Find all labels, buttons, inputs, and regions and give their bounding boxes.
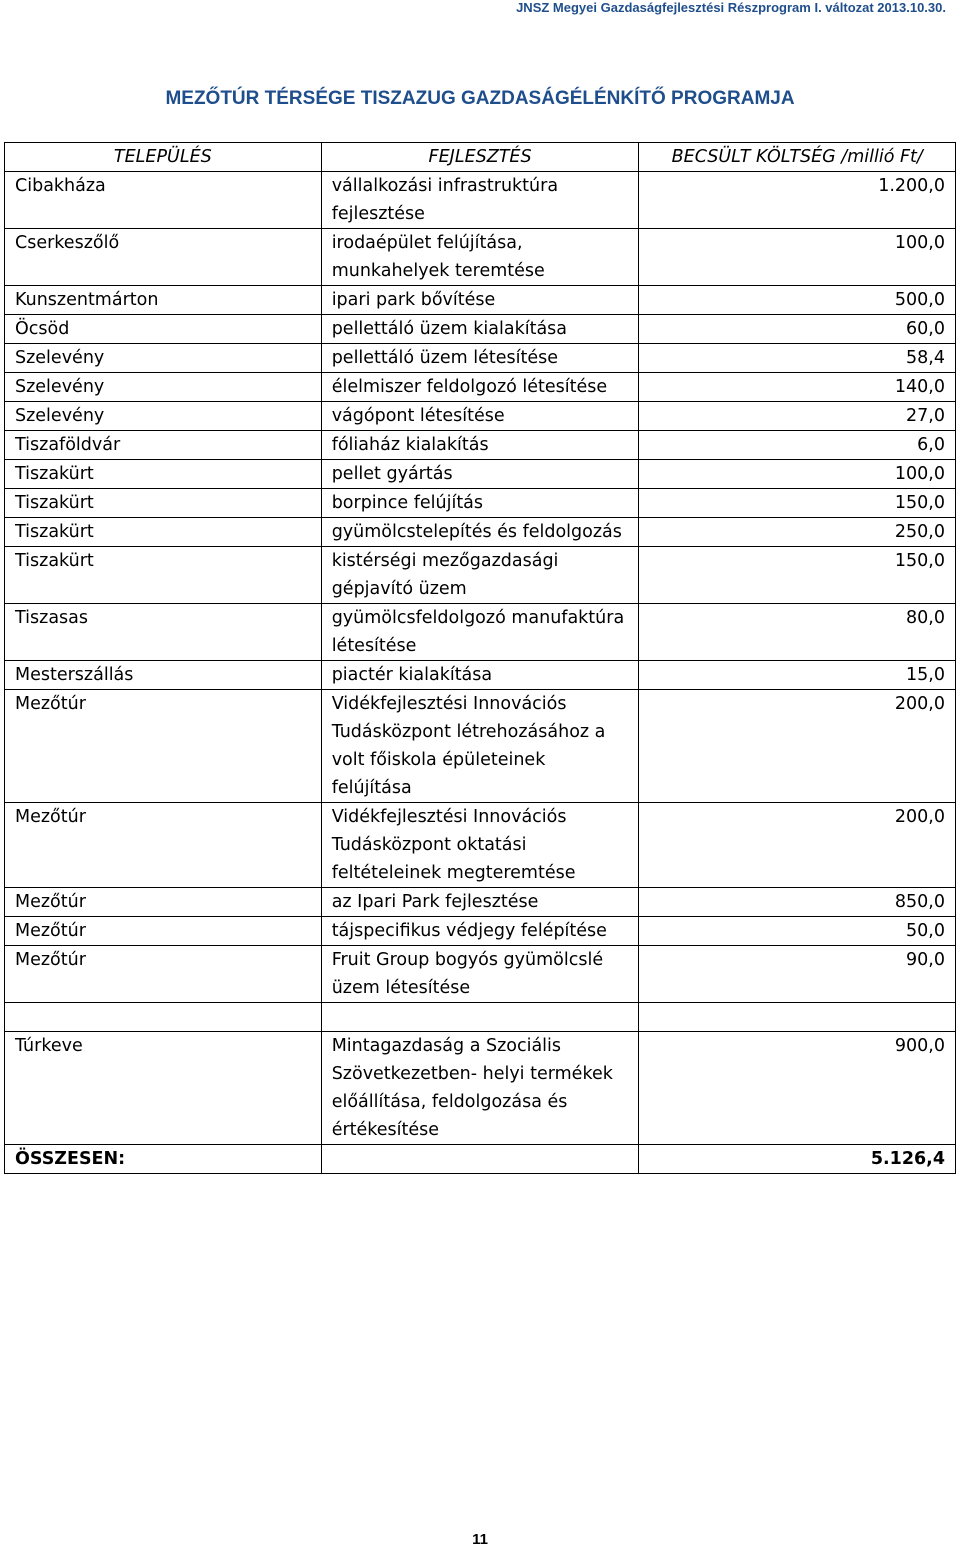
cost-cell: 140,0 bbox=[639, 373, 956, 402]
cost-cell: 100,0 bbox=[639, 460, 956, 489]
settlement-cell: Mezőtúr bbox=[5, 803, 322, 888]
page-title: MEZŐTÚR TÉRSÉGE TISZAZUG GAZDASÁGÉLÉNKÍTŐ PROGRAMJA bbox=[165, 88, 795, 109]
development-cell: irodaépület felújítása, munkahelyek teremtése bbox=[321, 229, 639, 286]
development-cell: ipari park bővítése bbox=[321, 286, 639, 315]
table-row bbox=[5, 518, 956, 547]
table-header-row bbox=[5, 143, 956, 172]
cost-cell: 58,4 bbox=[639, 344, 956, 373]
table-row bbox=[5, 172, 956, 229]
development-cell: Mintagazdaság a Szociális Szövetkezetben- helyi termékek előállítása, feldolgozása és értékesítése bbox=[321, 1032, 639, 1145]
cost-cell: 500,0 bbox=[639, 286, 956, 315]
development-cell: élelmiszer feldolgozó létesítése bbox=[321, 373, 639, 402]
settlement-cell: Mezőtúr bbox=[5, 946, 322, 1003]
table-row bbox=[5, 604, 956, 661]
table-row bbox=[5, 460, 956, 489]
table-row bbox=[5, 229, 956, 286]
table-row bbox=[5, 489, 956, 518]
development-cell: gyümölcstelepítés és feldolgozás bbox=[321, 518, 639, 547]
development-cell: tájspecifikus védjegy felépítése bbox=[321, 917, 639, 946]
development-cost-table bbox=[4, 142, 956, 1174]
cost-cell: 60,0 bbox=[639, 315, 956, 344]
development-cell: fóliaház kialakítás bbox=[321, 431, 639, 460]
total-cost: 5.126,4 bbox=[639, 1145, 956, 1174]
cost-cell: 150,0 bbox=[639, 489, 956, 518]
development-cell: Fruit Group bogyós gyümölcslé üzem létesítése bbox=[321, 946, 639, 1003]
development-cell: gyümölcsfeldolgozó manufaktúra létesítése bbox=[321, 604, 639, 661]
settlement-cell: Mezőtúr bbox=[5, 690, 322, 803]
table-row bbox=[5, 373, 956, 402]
settlement-cell: Cibakháza bbox=[5, 172, 322, 229]
table-row bbox=[5, 888, 956, 917]
cost-cell: 27,0 bbox=[639, 402, 956, 431]
settlement-cell: Túrkeve bbox=[5, 1032, 322, 1145]
cost-cell: 50,0 bbox=[639, 917, 956, 946]
cost-cell: 200,0 bbox=[639, 803, 956, 888]
cost-cell: 6,0 bbox=[639, 431, 956, 460]
cost-cell: 150,0 bbox=[639, 547, 956, 604]
settlement-cell: Tiszakürt bbox=[5, 489, 322, 518]
table-row bbox=[5, 690, 956, 803]
settlement-cell: Szelevény bbox=[5, 373, 322, 402]
empty-cell bbox=[5, 1003, 322, 1032]
cost-cell: 900,0 bbox=[639, 1032, 956, 1145]
table-row bbox=[5, 431, 956, 460]
table-row bbox=[5, 917, 956, 946]
cost-cell: 200,0 bbox=[639, 690, 956, 803]
page-number: 11 bbox=[472, 1531, 488, 1548]
settlement-cell: Tiszakürt bbox=[5, 518, 322, 547]
cost-cell: 250,0 bbox=[639, 518, 956, 547]
settlement-cell: Kunszentmárton bbox=[5, 286, 322, 315]
development-cell: Vidékfejlesztési Innovációs Tudásközpont oktatási feltételeinek megteremtése bbox=[321, 803, 639, 888]
settlement-cell: Tiszaföldvár bbox=[5, 431, 322, 460]
empty-cell bbox=[321, 1145, 639, 1174]
total-label: ÖSSZESEN: bbox=[5, 1145, 322, 1174]
settlement-cell: Szelevény bbox=[5, 344, 322, 373]
column-header-cost: BECSÜLT KÖLTSÉG /millió Ft/ bbox=[639, 143, 956, 172]
column-header-settlement: TELEPÜLÉS bbox=[5, 143, 322, 172]
development-cell: vállalkozási infrastruktúra fejlesztése bbox=[321, 172, 639, 229]
table-row bbox=[5, 286, 956, 315]
table-row bbox=[5, 661, 956, 690]
total-row bbox=[5, 1145, 956, 1174]
table-row bbox=[5, 315, 956, 344]
empty-cell bbox=[639, 1003, 956, 1032]
development-cell: Vidékfejlesztési Innovációs Tudásközpont létrehozásához a volt főiskola épületeinek felújítása bbox=[321, 690, 639, 803]
cost-cell: 90,0 bbox=[639, 946, 956, 1003]
development-cell: vágópont létesítése bbox=[321, 402, 639, 431]
development-cell: piactér kialakítása bbox=[321, 661, 639, 690]
settlement-cell: Cserkeszőlő bbox=[5, 229, 322, 286]
development-cell: kistérségi mezőgazdasági gépjavító üzem bbox=[321, 547, 639, 604]
settlement-cell: Tiszakürt bbox=[5, 460, 322, 489]
development-cell: pellettáló üzem létesítése bbox=[321, 344, 639, 373]
settlement-cell: Szelevény bbox=[5, 402, 322, 431]
development-cell: pellettáló üzem kialakítása bbox=[321, 315, 639, 344]
table-row bbox=[5, 1032, 956, 1145]
empty-cell bbox=[321, 1003, 639, 1032]
development-cell: pellet gyártás bbox=[321, 460, 639, 489]
cost-cell: 850,0 bbox=[639, 888, 956, 917]
settlement-cell: Öcsöd bbox=[5, 315, 322, 344]
empty-row bbox=[5, 1003, 956, 1032]
settlement-cell: Mezőtúr bbox=[5, 888, 322, 917]
cost-cell: 1.200,0 bbox=[639, 172, 956, 229]
table-row bbox=[5, 803, 956, 888]
document-reference: JNSZ Megyei Gazdaságfejlesztési Részprogram I. változat 2013.10.30. bbox=[516, 0, 946, 15]
settlement-cell: Mezőtúr bbox=[5, 917, 322, 946]
cost-cell: 80,0 bbox=[639, 604, 956, 661]
cost-cell: 100,0 bbox=[639, 229, 956, 286]
development-cell: az Ipari Park fejlesztése bbox=[321, 888, 639, 917]
column-header-development: FEJLESZTÉS bbox=[321, 143, 639, 172]
settlement-cell: Tiszakürt bbox=[5, 547, 322, 604]
table-row bbox=[5, 344, 956, 373]
table-row bbox=[5, 946, 956, 1003]
settlement-cell: Mesterszállás bbox=[5, 661, 322, 690]
table-row bbox=[5, 402, 956, 431]
cost-cell: 15,0 bbox=[639, 661, 956, 690]
development-cell: borpince felújítás bbox=[321, 489, 639, 518]
table-row bbox=[5, 547, 956, 604]
settlement-cell: Tiszasas bbox=[5, 604, 322, 661]
